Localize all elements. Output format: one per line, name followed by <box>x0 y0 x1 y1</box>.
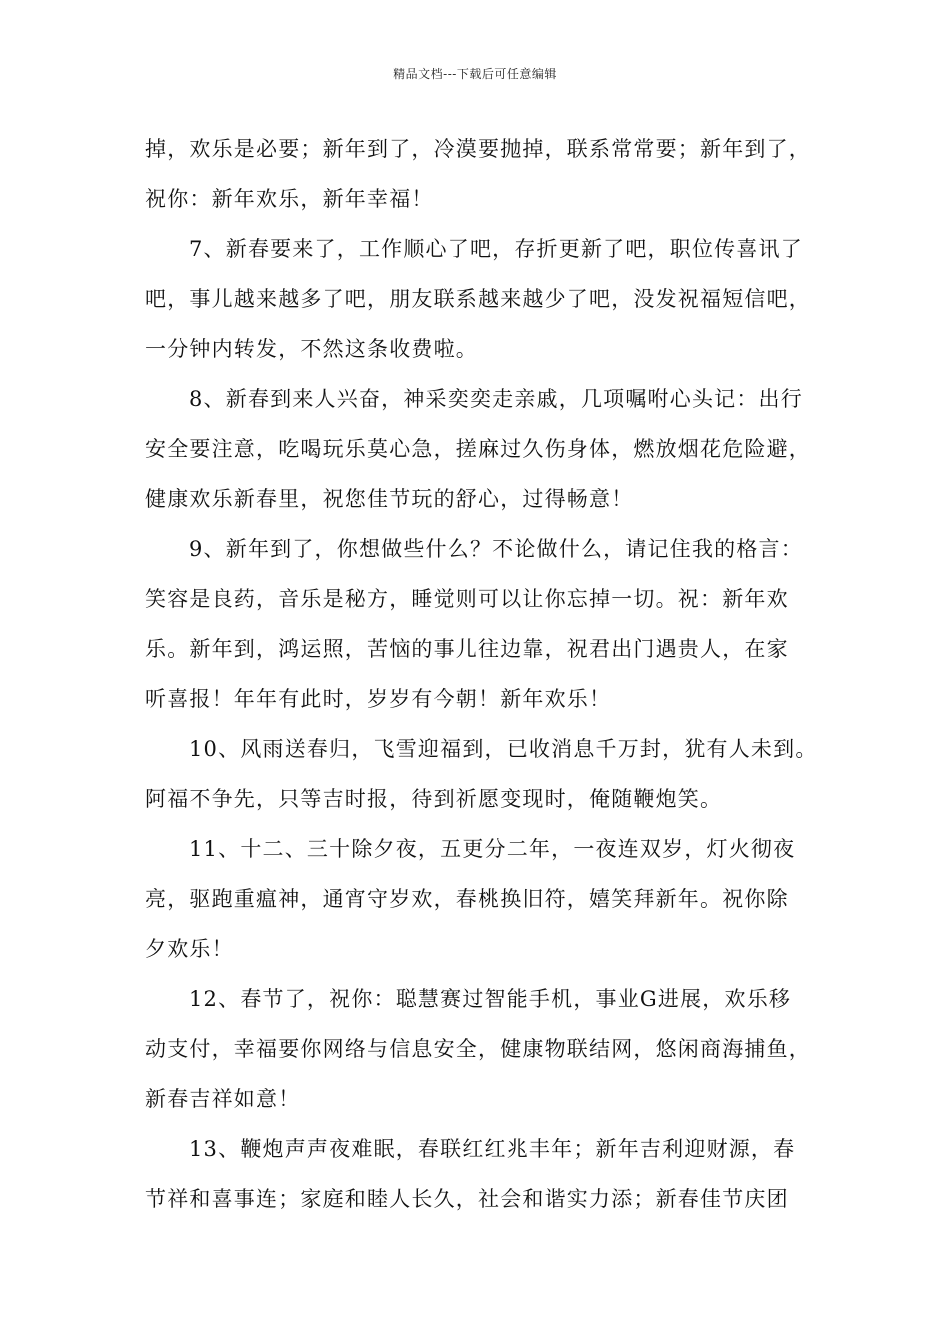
paragraph-7-start: 7、新春要来了，工作顺心了吧，存折更新了吧，职位传喜讯了 <box>189 237 803 261</box>
text-line: 祝你：新年欢乐，新年幸福！ <box>145 187 434 211</box>
text-line: 笑容是良药，音乐是秘方，睡觉则可以让你忘掉一切。祝：新年欢 <box>145 587 789 611</box>
document-body <box>145 124 825 1224</box>
text-line: 阿福不争先，只等吉时报，待到祈愿变现时，俺随鞭炮笑。 <box>145 787 723 811</box>
text-line: 吧，事儿越来越多了吧，朋友联系越来越少了吧，没发祝福短信吧， <box>145 287 811 311</box>
paragraph-10-start: 10、风雨送春归，飞雪迎福到，已收消息千万封，犹有人未到。 <box>189 737 818 761</box>
text-line: 听喜报！年年有此时，岁岁有今朝！新年欢乐！ <box>145 687 612 711</box>
text-line: 一分钟内转发，不然这条收费啦。 <box>145 337 478 361</box>
text-line: 乐。新年到，鸿运照，苦恼的事儿往边靠，祝君出门遇贵人，在家 <box>145 637 789 661</box>
text-line: 夕欢乐！ <box>145 937 234 961</box>
paragraph-13-start: 13、鞭炮声声夜难眠，春联红红兆丰年；新年吉利迎财源，春 <box>189 1137 796 1161</box>
page-header: 精品文档---下载后可任意编辑 <box>393 67 557 81</box>
paragraph-8-start: 8、新春到来人兴奋，神采奕奕走亲戚，几项嘱咐心头记：出行 <box>189 387 803 411</box>
paragraph-9-start: 9、新年到了，你想做些什么？不论做什么，请记住我的格言： <box>189 537 803 561</box>
text-line: 健康欢乐新春里，祝您佳节玩的舒心，过得畅意！ <box>145 487 634 511</box>
paragraph-11-start: 11、十二、三十除夕夜，五更分二年，一夜连双岁，灯火彻夜 <box>189 837 796 861</box>
text-line: 动支付，幸福要你网络与信息安全，健康物联结网，悠闲商海捕鱼， <box>145 1037 811 1061</box>
text-line: 掉，欢乐是必要；新年到了，冷漠要抛掉，联系常常要；新年到了， <box>145 137 811 161</box>
paragraph-12-start: 12、春节了，祝你：聪慧赛过智能手机，事业G进展，欢乐移 <box>189 987 792 1011</box>
text-line: 节祥和喜事连；家庭和睦人长久，社会和谐实力添；新春佳节庆团 <box>145 1187 789 1211</box>
text-line: 安全要注意，吃喝玩乐莫心急，搓麻过久伤身体，燃放烟花危险避， <box>145 437 811 461</box>
text-line: 亮，驱跑重瘟神，通宵守岁欢，春桃换旧符，嬉笑拜新年。祝你除 <box>145 887 789 911</box>
text-line: 新春吉祥如意！ <box>145 1087 301 1111</box>
